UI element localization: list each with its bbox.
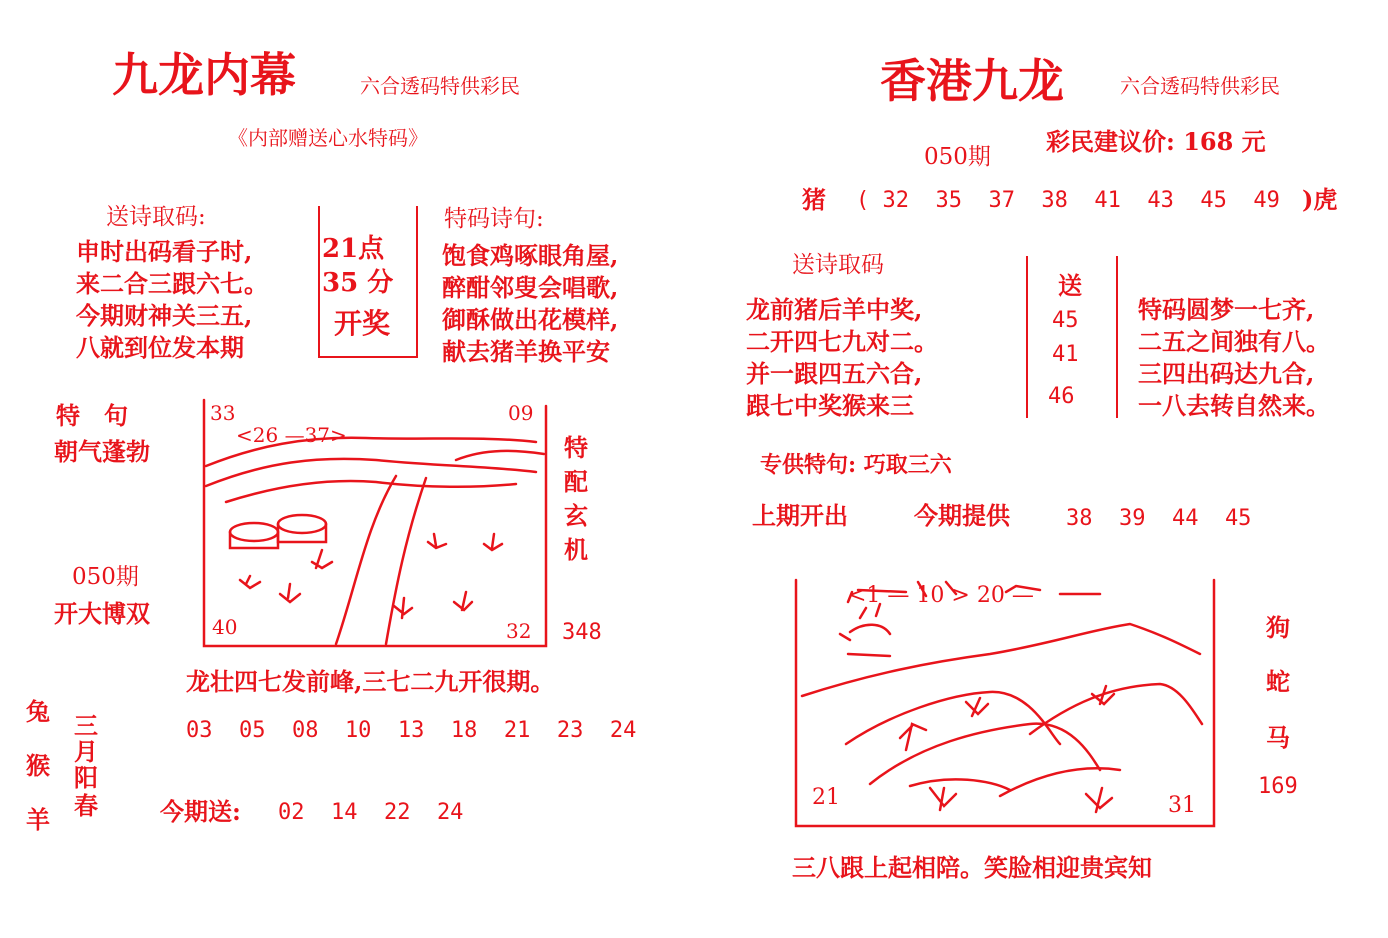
right-sketch-top: <1 — 10 > 20 — xyxy=(848,583,1034,608)
main-numbers: ( 32 35 37 38 41 43 45 49 xyxy=(856,188,1280,213)
left-divider-bottom xyxy=(318,356,416,358)
right-divider-2 xyxy=(1116,256,1118,418)
right-side-char: 狗 xyxy=(1266,613,1290,642)
right-sketch-br: 31 xyxy=(1168,793,1196,818)
left-side-number: 348 xyxy=(562,620,602,645)
right-side-number: 169 xyxy=(1258,774,1298,799)
animal-char: 兔 xyxy=(26,697,50,726)
left-title: 九龙内幕 xyxy=(112,48,296,102)
left-poem xyxy=(76,236,268,364)
this-period-label: 今期提供 xyxy=(914,501,1010,530)
left-sketch-br: 32 xyxy=(506,619,532,643)
left-sketch-bl: 40 xyxy=(212,615,238,639)
animal-char: 羊 xyxy=(26,805,50,834)
left-special-line: 献去猪羊换平安 xyxy=(442,337,610,366)
draw-time-minute: 35 分 xyxy=(322,268,394,298)
left-sketch xyxy=(196,396,554,652)
right-special-line: 三四出码达九合, xyxy=(1138,359,1315,388)
right-poem-line: 二开四七九对二。 xyxy=(746,327,938,356)
this-period-numbers: 38 39 44 45 xyxy=(1066,506,1252,531)
right-special-line: 二五之间独有八。 xyxy=(1138,327,1330,356)
send-numbers: 02 14 22 24 xyxy=(278,800,464,825)
left-sketch-tl: 33 xyxy=(210,401,236,425)
send-char: 送 xyxy=(1058,271,1082,300)
teju-phrase: 朝气蓬勃 xyxy=(54,437,150,466)
left-special-line: 饱食鸡啄眼角屋, xyxy=(442,241,619,270)
send-number: 46 xyxy=(1048,384,1075,409)
pig-label: 猪 xyxy=(802,185,826,214)
teju-label: 特 句 xyxy=(56,401,128,430)
right-poem-line: 龙前猪后羊中奖, xyxy=(746,295,923,324)
right-poem-line: 并一跟四五六合, xyxy=(746,359,923,388)
right-title: 香港九龙 xyxy=(880,54,1064,108)
left-sketch-tr: 09 xyxy=(508,401,534,425)
special-phrase: 专供特句: 巧取三六 xyxy=(760,452,952,478)
left-side-char: 特 xyxy=(564,433,588,462)
left-poem-label: 送诗取码: xyxy=(106,204,206,230)
right-poem-line: 跟七中奖猴来三 xyxy=(746,391,914,420)
right-poem xyxy=(746,294,938,422)
spring-char: 三 xyxy=(74,711,98,740)
left-poem-line: 申时出码看子时, xyxy=(76,237,253,266)
right-sketch-bl: 21 xyxy=(812,785,840,810)
spring-char: 月 xyxy=(74,737,98,766)
left-special-poem xyxy=(442,240,618,368)
right-special-line: 一八去转自然来。 xyxy=(1138,391,1330,420)
left-side-char: 机 xyxy=(564,535,588,564)
right-period: 050期 xyxy=(924,144,991,170)
send-label: 今期送: xyxy=(160,797,241,826)
left-slogan: 龙壮四七发前峰,三七二九开很期。 xyxy=(186,667,555,696)
left-side-char: 配 xyxy=(564,467,588,496)
left-poem-line: 来二合三跟六七。 xyxy=(76,269,268,298)
left-poem-line: 今期财神关三五, xyxy=(76,301,253,330)
left-side-char: 玄 xyxy=(564,501,588,530)
right-special-poem xyxy=(1138,294,1330,422)
left-subtitle: 六合透码特供彩民 xyxy=(360,74,520,98)
animal-char: 猴 xyxy=(26,751,50,780)
last-period-label: 上期开出 xyxy=(752,501,848,530)
right-sketch xyxy=(790,574,1222,830)
send-number: 41 xyxy=(1052,342,1079,367)
right-footer: 三八跟上起相陪。笑脸相迎贵宾知 xyxy=(792,853,1152,882)
left-divider-1 xyxy=(318,206,320,358)
spring-char: 阳 xyxy=(74,763,98,792)
left-special-line: 御酥做出花模样, xyxy=(442,305,619,334)
left-number-list: 03 05 08 10 13 18 21 23 24 xyxy=(186,718,637,743)
left-special-label: 特码诗句: xyxy=(444,206,544,232)
tiger-label: )虎 xyxy=(1302,185,1338,214)
right-poem-label: 送诗取码 xyxy=(792,252,884,278)
right-special-line: 特码圆梦一七齐, xyxy=(1138,295,1315,324)
left-special-line: 醉酣邻叟会唱歌, xyxy=(442,273,619,302)
right-divider-1 xyxy=(1026,256,1028,418)
kaida-label: 开大博双 xyxy=(54,599,150,628)
left-period: 050期 xyxy=(72,564,139,590)
draw-time-hour: 21点 xyxy=(322,234,385,264)
price: 彩民建议价: 168 元 xyxy=(1046,127,1266,156)
left-poem-line: 八就到位发本期 xyxy=(76,333,244,362)
spring-char: 春 xyxy=(74,791,98,820)
right-side-char: 马 xyxy=(1266,723,1290,752)
draw-label: 开奖 xyxy=(334,307,391,340)
right-side-char: 蛇 xyxy=(1266,667,1290,696)
left-divider-2 xyxy=(416,206,418,358)
right-subtitle: 六合透码特供彩民 xyxy=(1120,74,1280,98)
left-note: 《内部赠送心水特码》 xyxy=(228,126,428,150)
left-sketch-top: <26 —37> xyxy=(236,423,347,447)
send-number: 45 xyxy=(1052,308,1079,333)
